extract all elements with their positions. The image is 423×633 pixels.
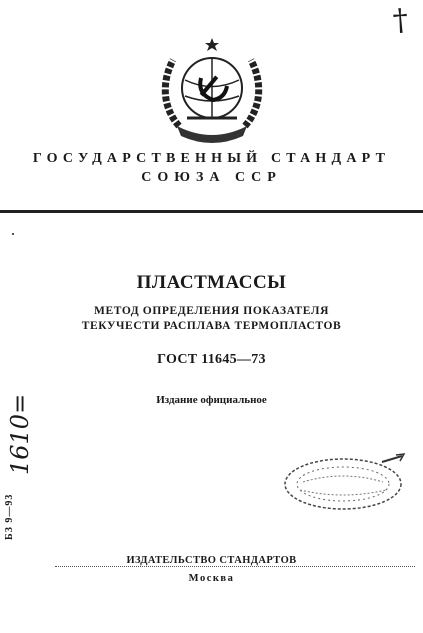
gost-number: ГОСТ 11645—73 (157, 352, 266, 367)
header-divider (0, 210, 423, 213)
publisher-underline (55, 566, 415, 568)
edition-label: Издание официальное (156, 394, 267, 406)
library-stamp-icon (278, 452, 408, 512)
publisher-city: Москва (188, 573, 235, 584)
handwritten-corner-mark: † (391, 2, 410, 39)
ussr-heading: СОЮЗА ССР (141, 170, 282, 185)
state-standard-heading: ГОСУДАРСТВЕННЫЙ СТАНДАРТ (32, 151, 391, 166)
document-title: ПЛАСТМАССЫ (136, 272, 287, 293)
publisher-name: ИЗДАТЕЛЬСТВО СТАНДАРТОВ (126, 555, 297, 566)
side-code-label: БЗ 9—93 (4, 493, 15, 540)
divider-dot (12, 233, 14, 235)
handwritten-side-number: 1610= (6, 393, 34, 475)
document-subtitle-line2: ТЕКУЧЕСТИ РАСПЛАВА ТЕРМОПЛАСТОВ (81, 320, 342, 332)
document-subtitle-line1: МЕТОД ОПРЕДЕЛЕНИЯ ПОКАЗАТЕЛЯ (93, 305, 329, 317)
state-emblem-icon (157, 38, 267, 146)
